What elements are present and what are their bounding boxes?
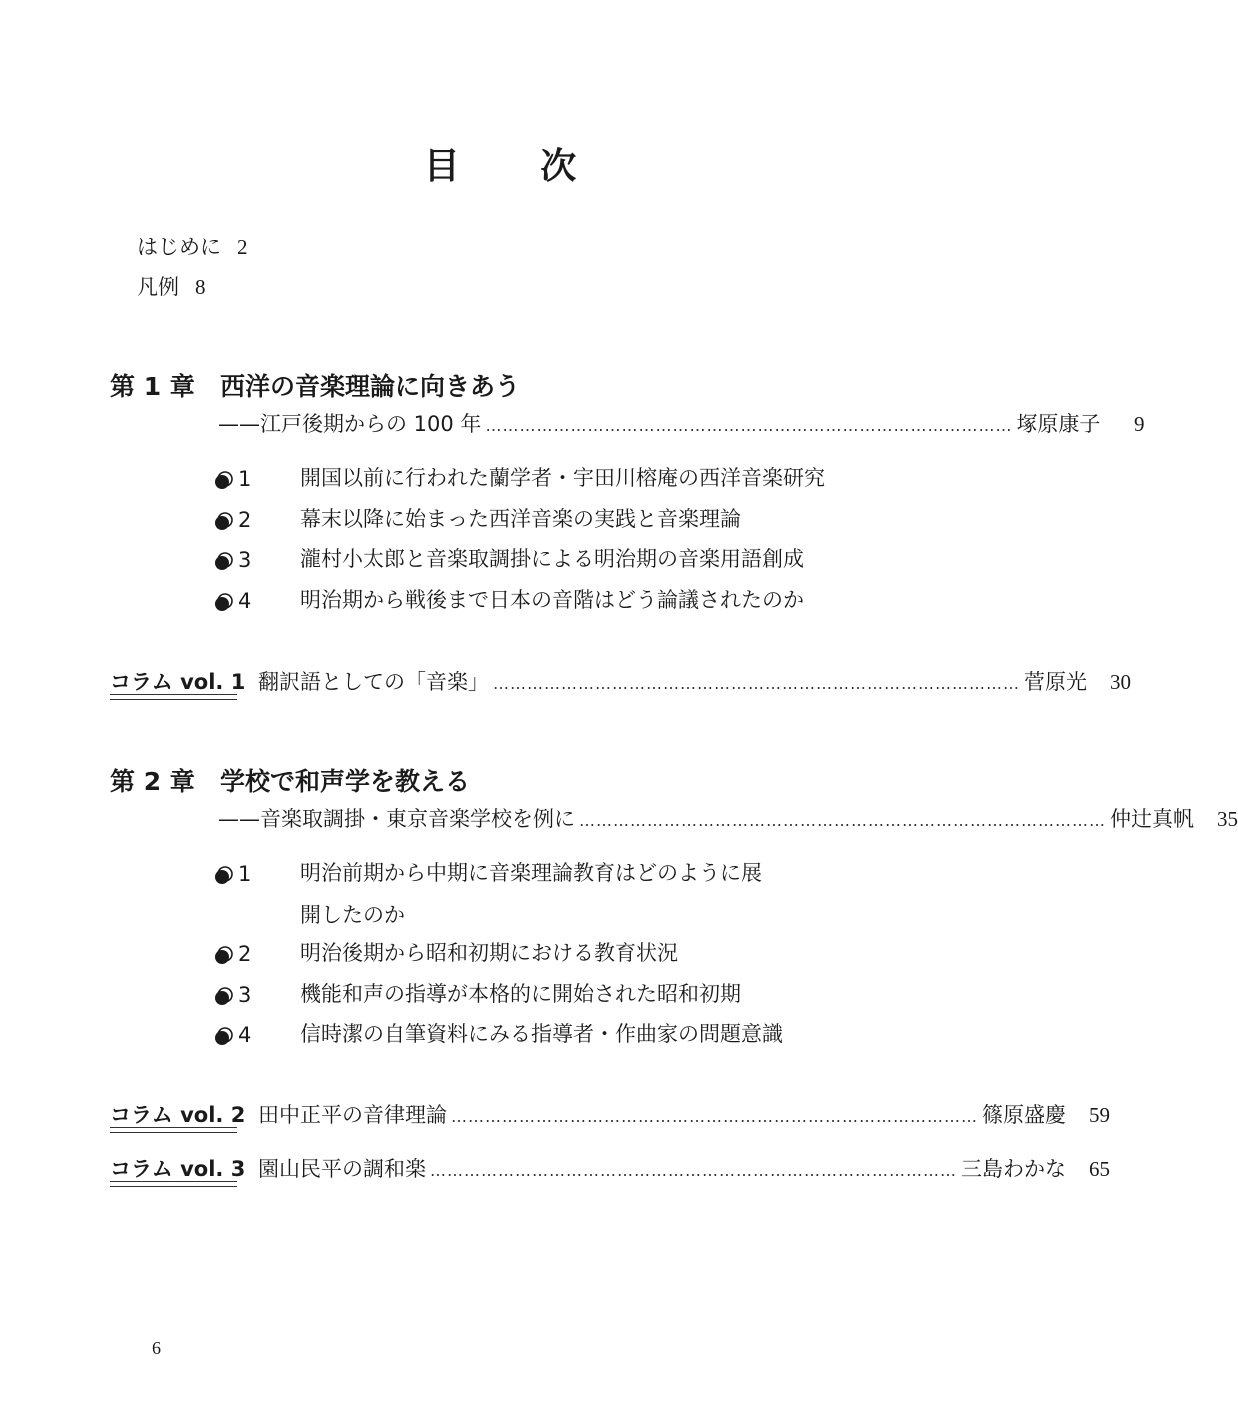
- column-underline: [110, 694, 237, 695]
- column-page: 59: [1089, 1103, 1110, 1127]
- dot-leader: …………………………………………………………………………………: [493, 674, 1020, 693]
- column-title: 翻訳語としての「音楽」: [258, 670, 489, 694]
- section-item[interactable]: [214, 942, 860, 974]
- column-entry[interactable]: [110, 666, 1131, 696]
- chapter-page: 35: [1217, 807, 1238, 831]
- section-text: 明治前期から中期に音楽理論教育はどのように展開したのか: [300, 861, 762, 927]
- double-disc-icon: [214, 1026, 234, 1046]
- column-page: 65: [1089, 1157, 1110, 1181]
- chapter-subtitle-line[interactable]: [218, 408, 1145, 438]
- front-matter-label: 凡例: [137, 275, 179, 299]
- double-disc-icon: [214, 470, 234, 490]
- section-text: 開国以前に行われた蘭学者・宇田川榕庵の西洋音楽研究: [300, 466, 825, 490]
- dot-leader: …………………………………………………………………………………: [485, 416, 1013, 435]
- column-entry[interactable]: [110, 1153, 1110, 1183]
- section-item[interactable]: [214, 862, 770, 936]
- column-label: コラム vol. 3: [110, 1153, 258, 1183]
- column-title: 田中正平の音律理論: [258, 1103, 447, 1127]
- chapter-heading[interactable]: [110, 367, 520, 403]
- column-underline: [110, 1132, 237, 1133]
- section-text: 明治後期から昭和初期における教育状況: [300, 941, 678, 965]
- chapter-heading[interactable]: [110, 762, 470, 798]
- column-title: 園山民平の調和楽: [258, 1157, 426, 1181]
- column-underline: [110, 1127, 237, 1128]
- page-number: 6: [152, 1338, 161, 1358]
- double-disc-icon: [214, 511, 234, 531]
- section-number: 2: [238, 942, 252, 966]
- column-underline: [110, 1186, 237, 1187]
- section-item[interactable]: [214, 1023, 860, 1055]
- double-disc-icon: [214, 551, 234, 571]
- column-label: コラム vol. 2: [110, 1099, 258, 1129]
- chapter-subtitle: ——音楽取調掛・東京音楽学校を例に: [218, 807, 575, 831]
- chapter-title: 学校で和声学を教える: [220, 767, 471, 796]
- dot-leader: …………………………………………………………………………………: [579, 811, 1106, 830]
- chapter-subtitle-line[interactable]: [218, 803, 1238, 833]
- section-item[interactable]: [214, 589, 860, 621]
- page-title: 目 次: [423, 146, 611, 187]
- section-number: 3: [238, 548, 252, 572]
- section-number: 2: [238, 508, 252, 532]
- chapter-author: 仲辻真帆: [1110, 807, 1194, 831]
- section-number: 1: [238, 467, 252, 491]
- column-label: コラム vol. 1: [110, 666, 258, 696]
- double-disc-icon: [214, 865, 234, 885]
- column-author: 菅原光: [1024, 670, 1087, 694]
- dot-leader: …………………………………………………………………………………: [451, 1107, 978, 1126]
- column-entry[interactable]: [110, 1099, 1110, 1129]
- front-matter-label: はじめに: [137, 235, 221, 259]
- section-text: 幕末以降に始まった西洋音楽の実践と音楽理論: [300, 507, 741, 531]
- double-disc-icon: [214, 945, 234, 965]
- chapter-label: 第 1 章: [110, 372, 195, 401]
- chapter-subtitle: ——江戸後期からの 100 年: [218, 412, 482, 436]
- section-item[interactable]: [214, 508, 860, 540]
- section-number: 4: [238, 589, 252, 613]
- column-page: 30: [1110, 670, 1131, 694]
- column-underline: [110, 1181, 237, 1182]
- section-item[interactable]: [214, 983, 860, 1015]
- section-item[interactable]: [214, 467, 860, 499]
- section-number: 4: [238, 1023, 252, 1047]
- front-matter-item[interactable]: [137, 271, 206, 301]
- column-underline: [110, 699, 237, 700]
- section-text: 瀧村小太郎と音楽取調掛による明治期の音楽用語創成: [300, 547, 804, 571]
- chapter-label: 第 2 章: [110, 767, 195, 796]
- dot-leader: …………………………………………………………………………………: [430, 1161, 957, 1180]
- section-text: 機能和声の指導が本格的に開始された昭和初期: [300, 982, 741, 1006]
- front-matter-page: 2: [237, 235, 248, 259]
- column-author: 篠原盛慶: [982, 1103, 1066, 1127]
- section-number: 1: [238, 862, 252, 886]
- front-matter-item[interactable]: [137, 231, 248, 261]
- section-item[interactable]: [214, 548, 860, 580]
- chapter-title: 西洋の音楽理論に向きあう: [220, 372, 521, 401]
- section-text: 信時潔の自筆資料にみる指導者・作曲家の問題意識: [300, 1022, 783, 1046]
- front-matter-page: 8: [195, 275, 206, 299]
- section-number: 3: [238, 983, 252, 1007]
- section-text: 明治期から戦後まで日本の音階はどう論議されたのか: [300, 588, 804, 612]
- double-disc-icon: [214, 986, 234, 1006]
- chapter-page: 9: [1133, 412, 1145, 436]
- column-author: 三島わかな: [961, 1157, 1066, 1181]
- double-disc-icon: [214, 592, 234, 612]
- chapter-author: 塚原康子: [1016, 412, 1101, 436]
